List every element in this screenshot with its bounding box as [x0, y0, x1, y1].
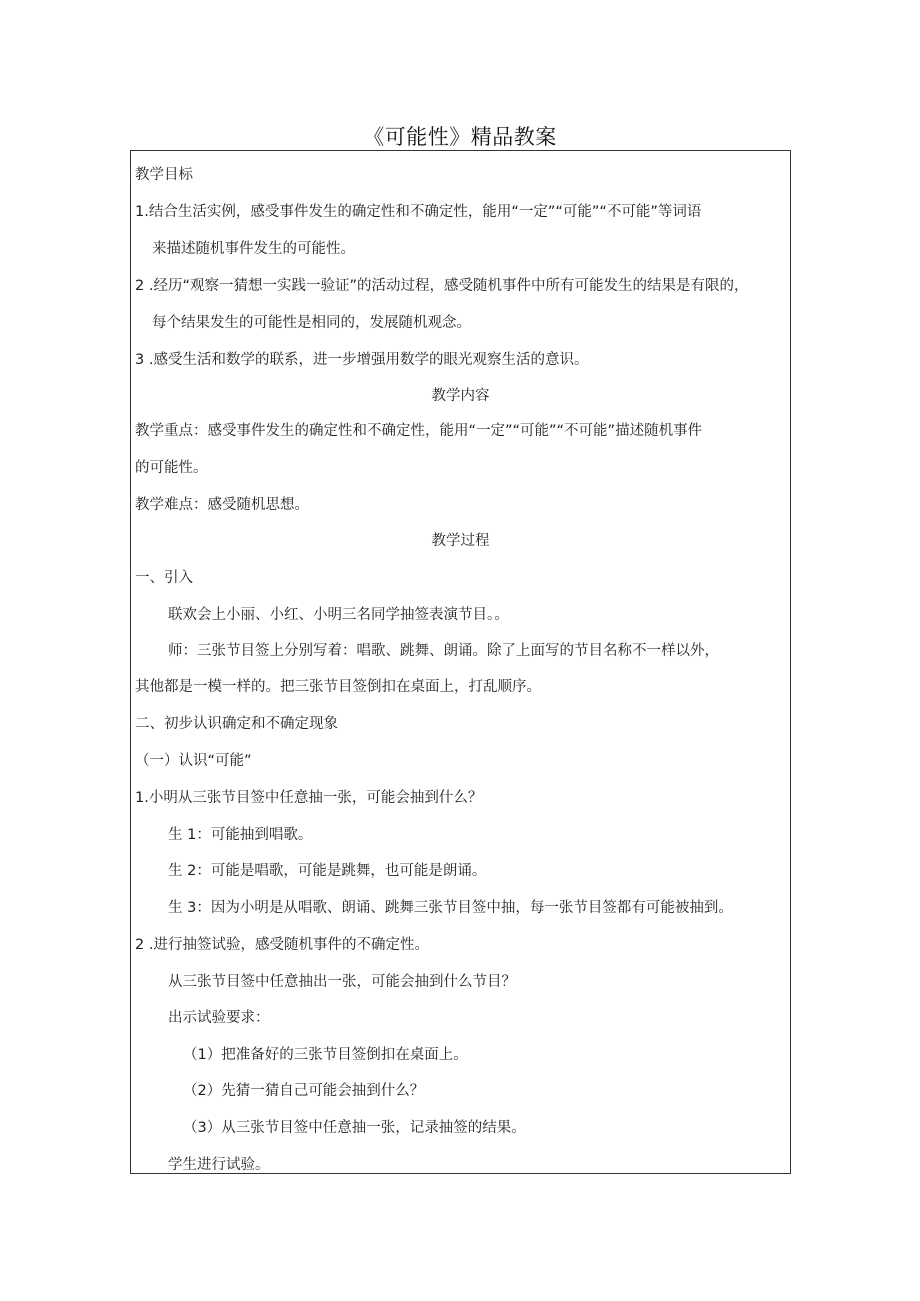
section-heading-process: 教学过程 [431, 533, 490, 549]
student-3-answer: 生 3：因为小明是从唱歌、朗诵、跳舞三张节目签中抽，每一张节目签都有可能被抽到。 [168, 900, 733, 916]
requirement-2: （2）先猜一猜自己可能会抽到什么？ [183, 1083, 425, 1099]
document-title: 《可能性》精品教案 [363, 125, 557, 149]
subsection-1-heading: （一）认识“可能” [135, 753, 252, 769]
requirement-3: （3）从三张节目签中任意抽一张，记录抽签的结果。 [183, 1120, 526, 1136]
teacher-line-1: 师：三张节目签上分别写着：唱歌、跳舞、朗诵。除了上面写的节目名称不一样以外， [168, 643, 719, 659]
objective-1-line-2: 来描述随机事件发生的可能性。 [152, 241, 355, 257]
part-2-heading: 二、初步认识确定和不确定现象 [135, 716, 338, 732]
activity-question: 从三张节目签中任意抽出一张，可能会抽到什么节目？ [168, 974, 516, 990]
activity-2-heading: 2 .进行抽签试验，感受随机事件的不确定性。 [135, 937, 429, 953]
requirement-1: （1）把准备好的三张节目签倒扣在桌面上。 [183, 1047, 468, 1063]
section-heading-objectives: 教学目标 [135, 167, 193, 183]
key-point-line-1: 教学重点：感受事件发生的确定性和不确定性，能用“一定”“可能”“不可能”描述随机事件 [135, 423, 703, 439]
objective-2-line-1: 2 .经历“观察一猜想一实践一验证”的活动过程，感受随机事件中所有可能发生的结果是有限的， [135, 278, 749, 294]
student-2-answer: 生 2：可能是唱歌，可能是跳舞，也可能是朗诵。 [168, 863, 487, 879]
question-1: 1.小明从三张节目签中任意抽一张，可能会抽到什么？ [135, 790, 483, 806]
student-1-answer: 生 1：可能抽到唱歌。 [168, 827, 313, 843]
difficult-point: 教学难点：感受随机思想。 [135, 497, 309, 513]
section-heading-content: 教学内容 [431, 388, 490, 404]
teacher-line-2: 其他都是一模一样的。把三张节目签倒扣在桌面上，打乱顺序。 [135, 679, 541, 695]
requirements-heading: 出示试验要求： [168, 1010, 270, 1026]
intro-paragraph: 联欢会上小丽、小红、小明三名同学抽签表演节目。。 [168, 607, 509, 623]
students-experiment: 学生进行试验。 [168, 1157, 270, 1173]
key-point-line-2: 的可能性。 [135, 460, 208, 476]
objective-1-line-1: 1.结合生活实例，感受事件发生的确定性和不确定性，能用“一定”“可能”“不可能”等词语 [135, 204, 702, 220]
objective-2-line-2: 每个结果发生的可能性是相同的，发展随机观念。 [152, 315, 471, 331]
part-1-heading: 一、引入 [135, 570, 193, 586]
objective-3: 3 .感受生活和数学的联系，进一步增强用数学的眼光观察生活的意识。 [135, 352, 589, 368]
